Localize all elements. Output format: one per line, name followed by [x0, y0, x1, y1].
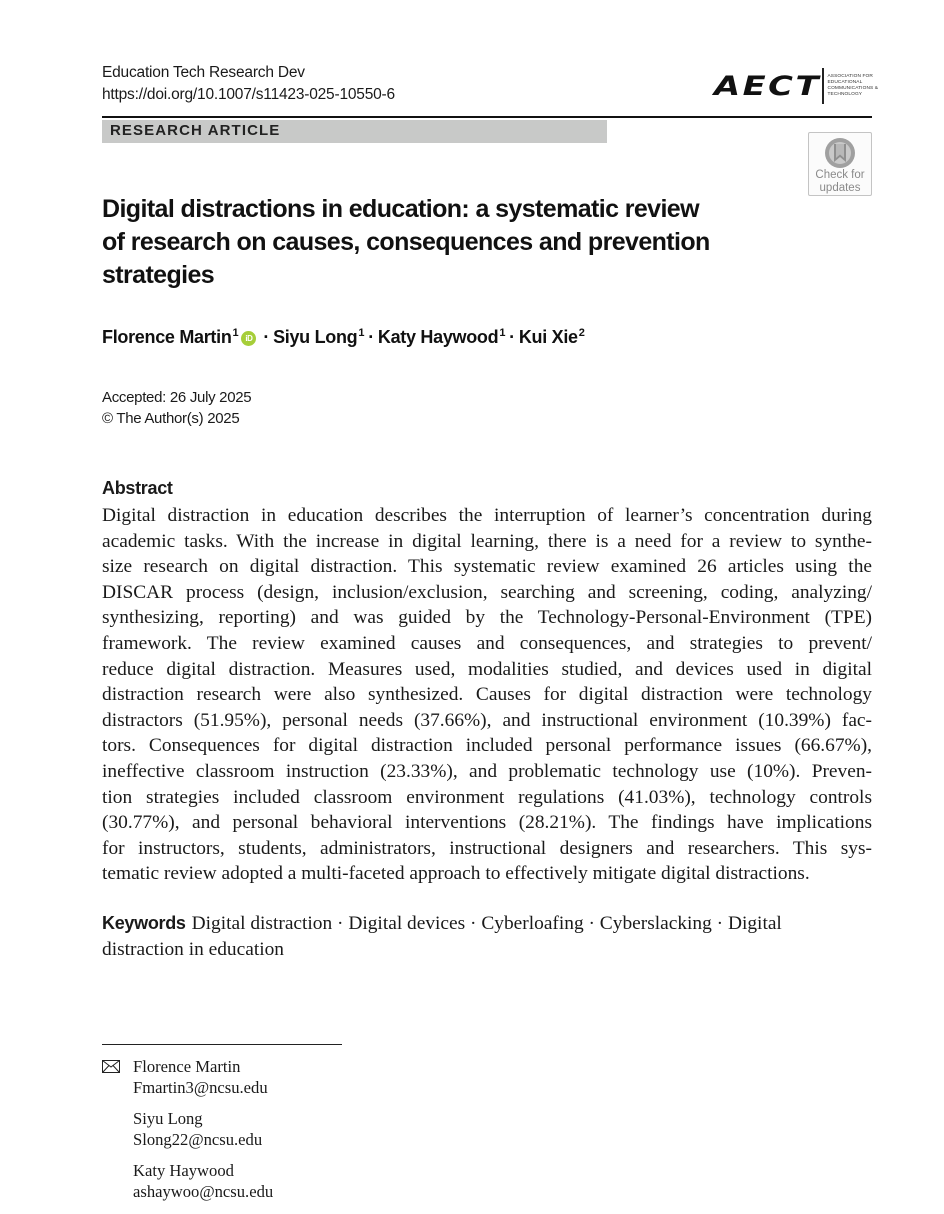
abstract-line: synthesizing, reporting) and was guided by the Technology-Personal-Environment (TPE) [102, 607, 872, 629]
journal-header [102, 62, 395, 106]
title-line: strategies [102, 261, 215, 289]
author-name[interactable]: Katy Haywood [377, 327, 499, 347]
footnote-rule [102, 1044, 342, 1045]
abstract-line: academic tasks. With the increase in digital learning, there is a need for a review to synthe- [102, 530, 872, 552]
author-name[interactable]: Florence Martin [102, 327, 232, 347]
keywords-list-continued: distraction in education [102, 938, 285, 960]
abstract-line: reduce digital distraction. Measures used, modalities studied, and devices used in digital [102, 658, 872, 680]
abstract-line: distractors (51.95%), personal needs (37.66%), and instructional environment (10.39%) fac- [102, 709, 872, 731]
abstract-line: for instructors, students, administrators, instructional designers and researchers. This sys- [102, 837, 872, 859]
abstract-line: tors. Consequences for digital distraction included personal performance issues (66.67%), [102, 735, 872, 757]
keywords-section [102, 911, 872, 962]
abstract-line: Digital distraction in education describes the interruption of learner’s concentration during [102, 505, 872, 526]
author-separator: · [509, 327, 515, 347]
article-type-label: RESEARCH ARTICLE [110, 122, 281, 139]
doi-link[interactable]: https://doi.org/10.1007/s11423-025-10550-6 [102, 86, 395, 103]
keywords-label: Keywords [102, 913, 186, 933]
contact-email[interactable]: Slong22@ncsu.edu [133, 1130, 263, 1149]
envelope-icon [102, 1060, 120, 1073]
bookmark-ribbon-icon [824, 137, 856, 169]
contact-entry [133, 1056, 273, 1098]
contact-name: Katy Haywood [133, 1161, 234, 1180]
contact-email[interactable]: ashaywoo@ncsu.edu [133, 1182, 274, 1201]
check-updates-line2: updates [819, 181, 861, 194]
author-list [102, 327, 585, 348]
header-rule [102, 116, 872, 118]
title-line: of research on causes, consequences and prevention [102, 228, 710, 256]
affiliation-marker: 1 [232, 327, 239, 339]
abstract-text [102, 503, 872, 887]
check-updates-line1: Check for [815, 169, 865, 181]
publisher-logo [714, 66, 880, 106]
author-name[interactable]: Kui Xie [518, 327, 578, 347]
accepted-date: Accepted: 26 July 2025 [102, 389, 252, 406]
contact-email[interactable]: Fmartin3@ncsu.edu [133, 1078, 268, 1097]
abstract-line: (30.77%), and personal behavioral interventions (28.21%). The findings have implications [102, 812, 872, 834]
contact-entry [133, 1108, 273, 1150]
aect-wordmark: AECT [714, 70, 821, 102]
author-name[interactable]: Siyu Long [273, 327, 358, 347]
affiliation-marker: 2 [578, 327, 585, 339]
abstract-heading: Abstract [102, 478, 173, 498]
title-line: Digital distractions in education: a systematic review [102, 195, 699, 223]
check-for-updates-badge[interactable] [808, 132, 872, 196]
author-separator: · [263, 327, 270, 347]
abstract-line: DISCAR process (design, inclusion/exclusion, searching and screening, coding, analyzing/ [102, 581, 872, 603]
contact-entry [133, 1160, 273, 1202]
aect-subtitle: ASSOCIATION FOR EDUCATIONAL COMMUNICATIONS & TECHNOLOGY [827, 73, 879, 98]
article-type-banner [102, 120, 607, 143]
affiliation-marker: 1 [358, 327, 365, 339]
abstract-line: ineffective classroom instruction (23.33%), and problematic technology use (10%). Preven- [102, 760, 872, 782]
article-title [102, 193, 742, 292]
copyright-notice: © The Author(s) 2025 [102, 410, 240, 427]
contact-name: Florence Martin [133, 1057, 241, 1076]
affiliation-marker: 1 [499, 327, 506, 339]
abstract-line: distraction research were also synthesized. Causes for digital distraction were technology [102, 684, 872, 706]
abstract-line: framework. The review examined causes and consequences, and strategies to prevent/ [102, 632, 872, 654]
abstract-line: tion strategies included classroom environment regulations (41.03%), technology controls [102, 786, 872, 808]
journal-name: Education Tech Research Dev [102, 64, 305, 81]
contact-name: Siyu Long [133, 1109, 203, 1128]
author-separator: · [368, 327, 374, 347]
orcid-icon[interactable]: iD [241, 331, 256, 346]
publication-dates [102, 387, 251, 429]
keywords-list: Digital distraction · Digital devices · Cyberloafing · Cyberslacking · Digital [191, 913, 782, 934]
abstract-line: size research on digital distraction. This systematic review examined 26 articles using the [102, 556, 872, 578]
correspondence-list [133, 1056, 273, 1212]
abstract-line: tematic review adopted a multi-faceted approach to effectively mitigate digital distractions. [102, 863, 810, 885]
